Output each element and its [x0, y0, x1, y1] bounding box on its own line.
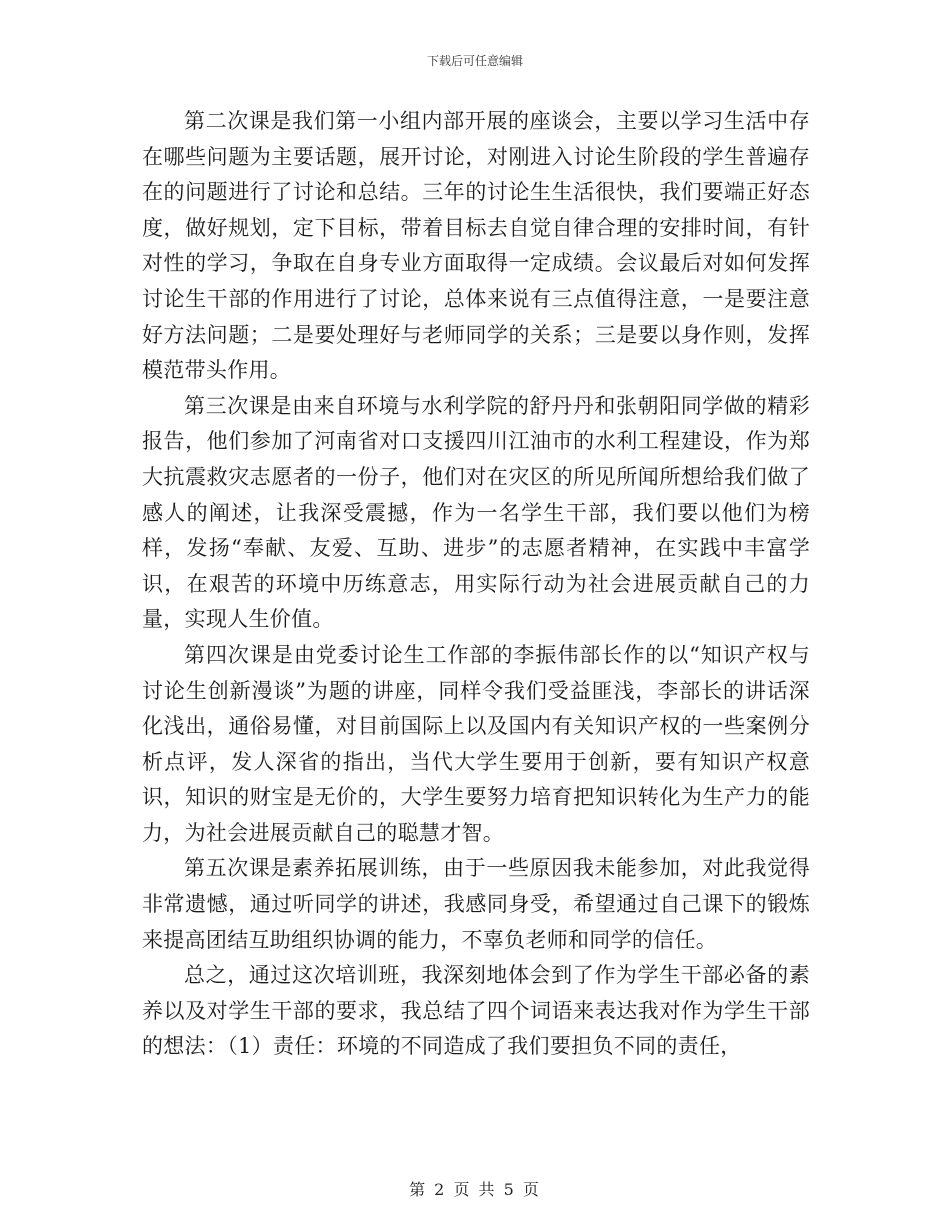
- page-header: 下载后可任意编辑: [426, 54, 523, 68]
- page-footer: 第 2 页 共 5 页: [409, 1180, 541, 1199]
- paragraph-second-class: 第二次课是我们第一小组内部开展的座谈会，主要以学习生活中存在哪些问题为主要话题，展开讨论，对刚进入讨论生阶段的学生普遍存在的问题进行了讨论和总结。三年的讨论生生活很快，我们要端正好态度，做好规划，定下目标，带着目标去自觉自律合理的安排时间，有针对性的学习，争取在自身专业方面取得一定成绩。会议最后对如何发挥讨论生干部的作用进行了讨论，总体来说有三点值得注意，一是要注意好方法问题；二是要处理好与老师同学的关系；三是要以身作则，发挥模范带头作用。: [142, 109, 810, 383]
- document-body: [142, 104, 810, 1065]
- paragraph-fifth-class: 第五次课是素养拓展训练，由于一些原因我未能参加，对此我觉得非常遗憾，通过听同学的讲述，我感同身受，希望通过自己课下的锻炼来提高团结互助组织协调的能力，不辜负老师和同学的信任。: [142, 856, 810, 952]
- paragraph-summary: 总之，通过这次培训班，我深刻地体会到了作为学生干部必备的素养以及对学生干部的要求，我总结了四个词语来表达我对作为学生干部的想法：（1）责任：环境的不同造成了我们要担负不同的责任，: [142, 963, 810, 1059]
- paragraph-third-class: 第三次课是由来自环境与水利学院的舒丹丹和张朝阳同学做的精彩报告，他们参加了河南省对口支援四川江油市的水利工程建设，作为郑大抗震救灾志愿者的一份子，他们对在灾区的所见所闻所想给我们做了感人的阐述，让我深受震撼，作为一名学生干部，我们要以他们为榜样，发扬“奉献、友爱、互助、进步”的志愿者精神，在实践中丰富学识，在艰苦的环境中历练意志，用实际行动为社会进展贡献自己的力量，实现人生价值。: [142, 393, 810, 632]
- paragraph-fourth-class: 第四次课是由党委讨论生工作部的李振伟部长作的以“知识产权与讨论生创新漫谈”为题的讲座，同样令我们受益匪浅，李部长的讲话深化浅出，通俗易懂，对目前国际上以及国内有关知识产权的一些案例分析点评，发人深省的指出，当代大学生要用于创新，要有知识产权意识，知识的财宝是无价的，大学生要努力培育把知识转化为生产力的能力，为社会进展贡献自己的聪慧才智。: [142, 642, 810, 845]
